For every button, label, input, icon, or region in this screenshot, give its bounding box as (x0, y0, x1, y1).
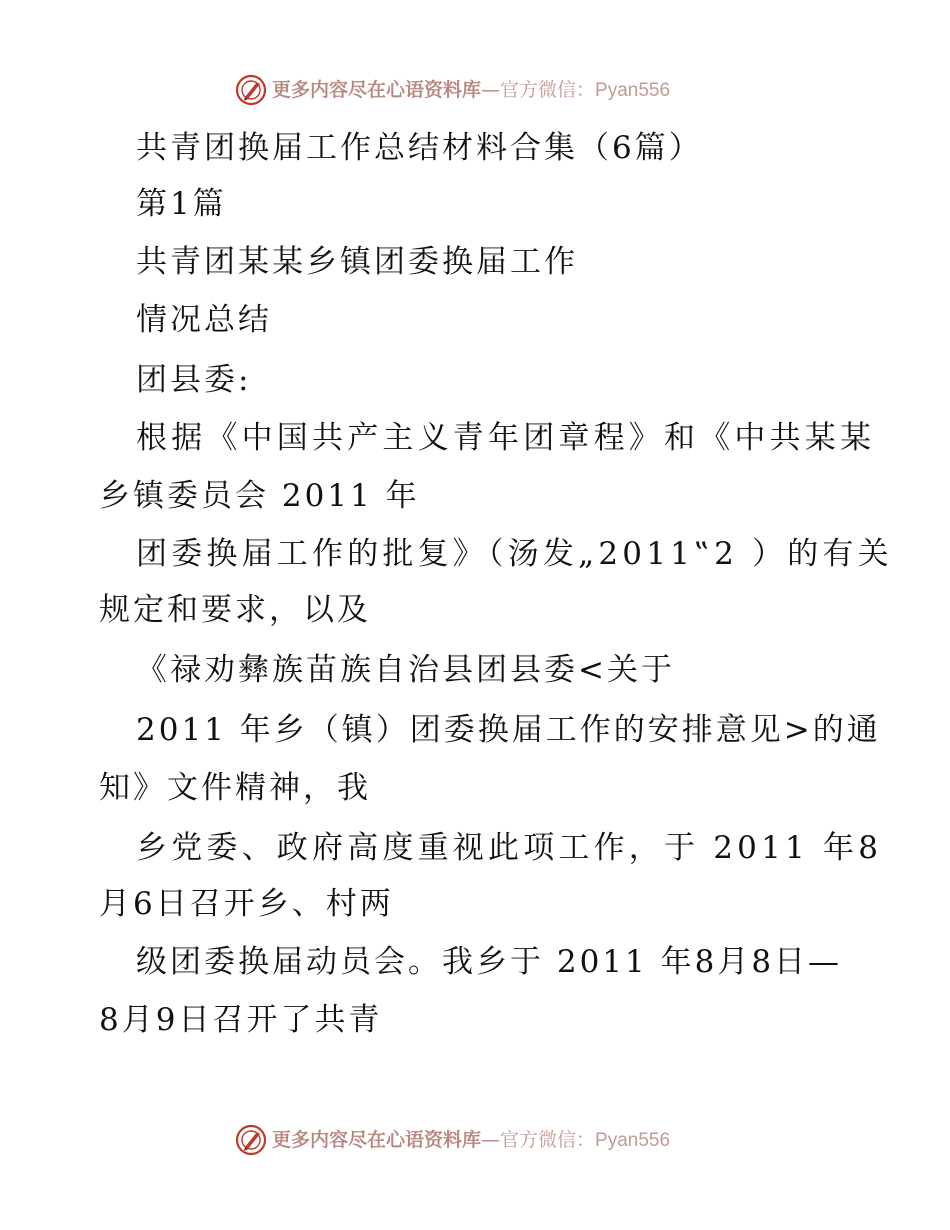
body-line: 乡镇委员会 2011 年 (99, 478, 420, 514)
body-line: 乡党委、政府高度重视此项工作，于 2011 年8 (136, 830, 883, 866)
watermark-id: Pyan556 (595, 80, 671, 101)
watermark-separator: — (481, 79, 501, 101)
document-title: 共青团换届工作总结材料合集（6篇） (136, 130, 703, 166)
salutation: 团县委: (136, 362, 252, 398)
body-line: 团委换届工作的批复》（汤发„2011‟2 ）的有关 (136, 536, 893, 572)
body-line: 2011 年乡（镇）团委换届工作的安排意见>的通 (136, 712, 881, 748)
watermark-banner-bottom (0, 1120, 950, 1160)
watermark-text (272, 1128, 670, 1153)
watermark-side: 官方微信： (500, 1129, 596, 1151)
body-line: 规定和要求，以及 (99, 592, 371, 628)
report-title: 共青团某某乡镇团委换届工作 (136, 244, 578, 280)
body-line: 《禄劝彝族苗族自治县团县委<关于 (136, 652, 675, 688)
watermark-separator: — (481, 1129, 501, 1151)
body-line: 级团委换届动员会。我乡于 2011 年8月8日— (136, 944, 843, 980)
watermark-main: 更多内容尽在心语资料库 (272, 79, 482, 101)
watermark-side: 官方微信： (500, 79, 596, 101)
body-line: 根据《中国共产主义青年团章程》和《中共某某 (136, 420, 876, 456)
section-heading: 第1篇 (136, 186, 227, 222)
body-line: 知》文件精神，我 (99, 770, 371, 806)
pen-circle-logo-icon (234, 1123, 268, 1157)
watermark-banner-top (0, 70, 950, 110)
pen-circle-logo-icon (234, 73, 268, 107)
body-line: 8月9日召开了共青 (99, 1002, 383, 1038)
watermark-id: Pyan556 (595, 1130, 671, 1151)
watermark-text (272, 78, 670, 103)
watermark-main: 更多内容尽在心语资料库 (272, 1129, 482, 1151)
report-title-cont: 情况总结 (136, 302, 272, 338)
body-line: 月6日召开乡、村两 (99, 886, 394, 922)
